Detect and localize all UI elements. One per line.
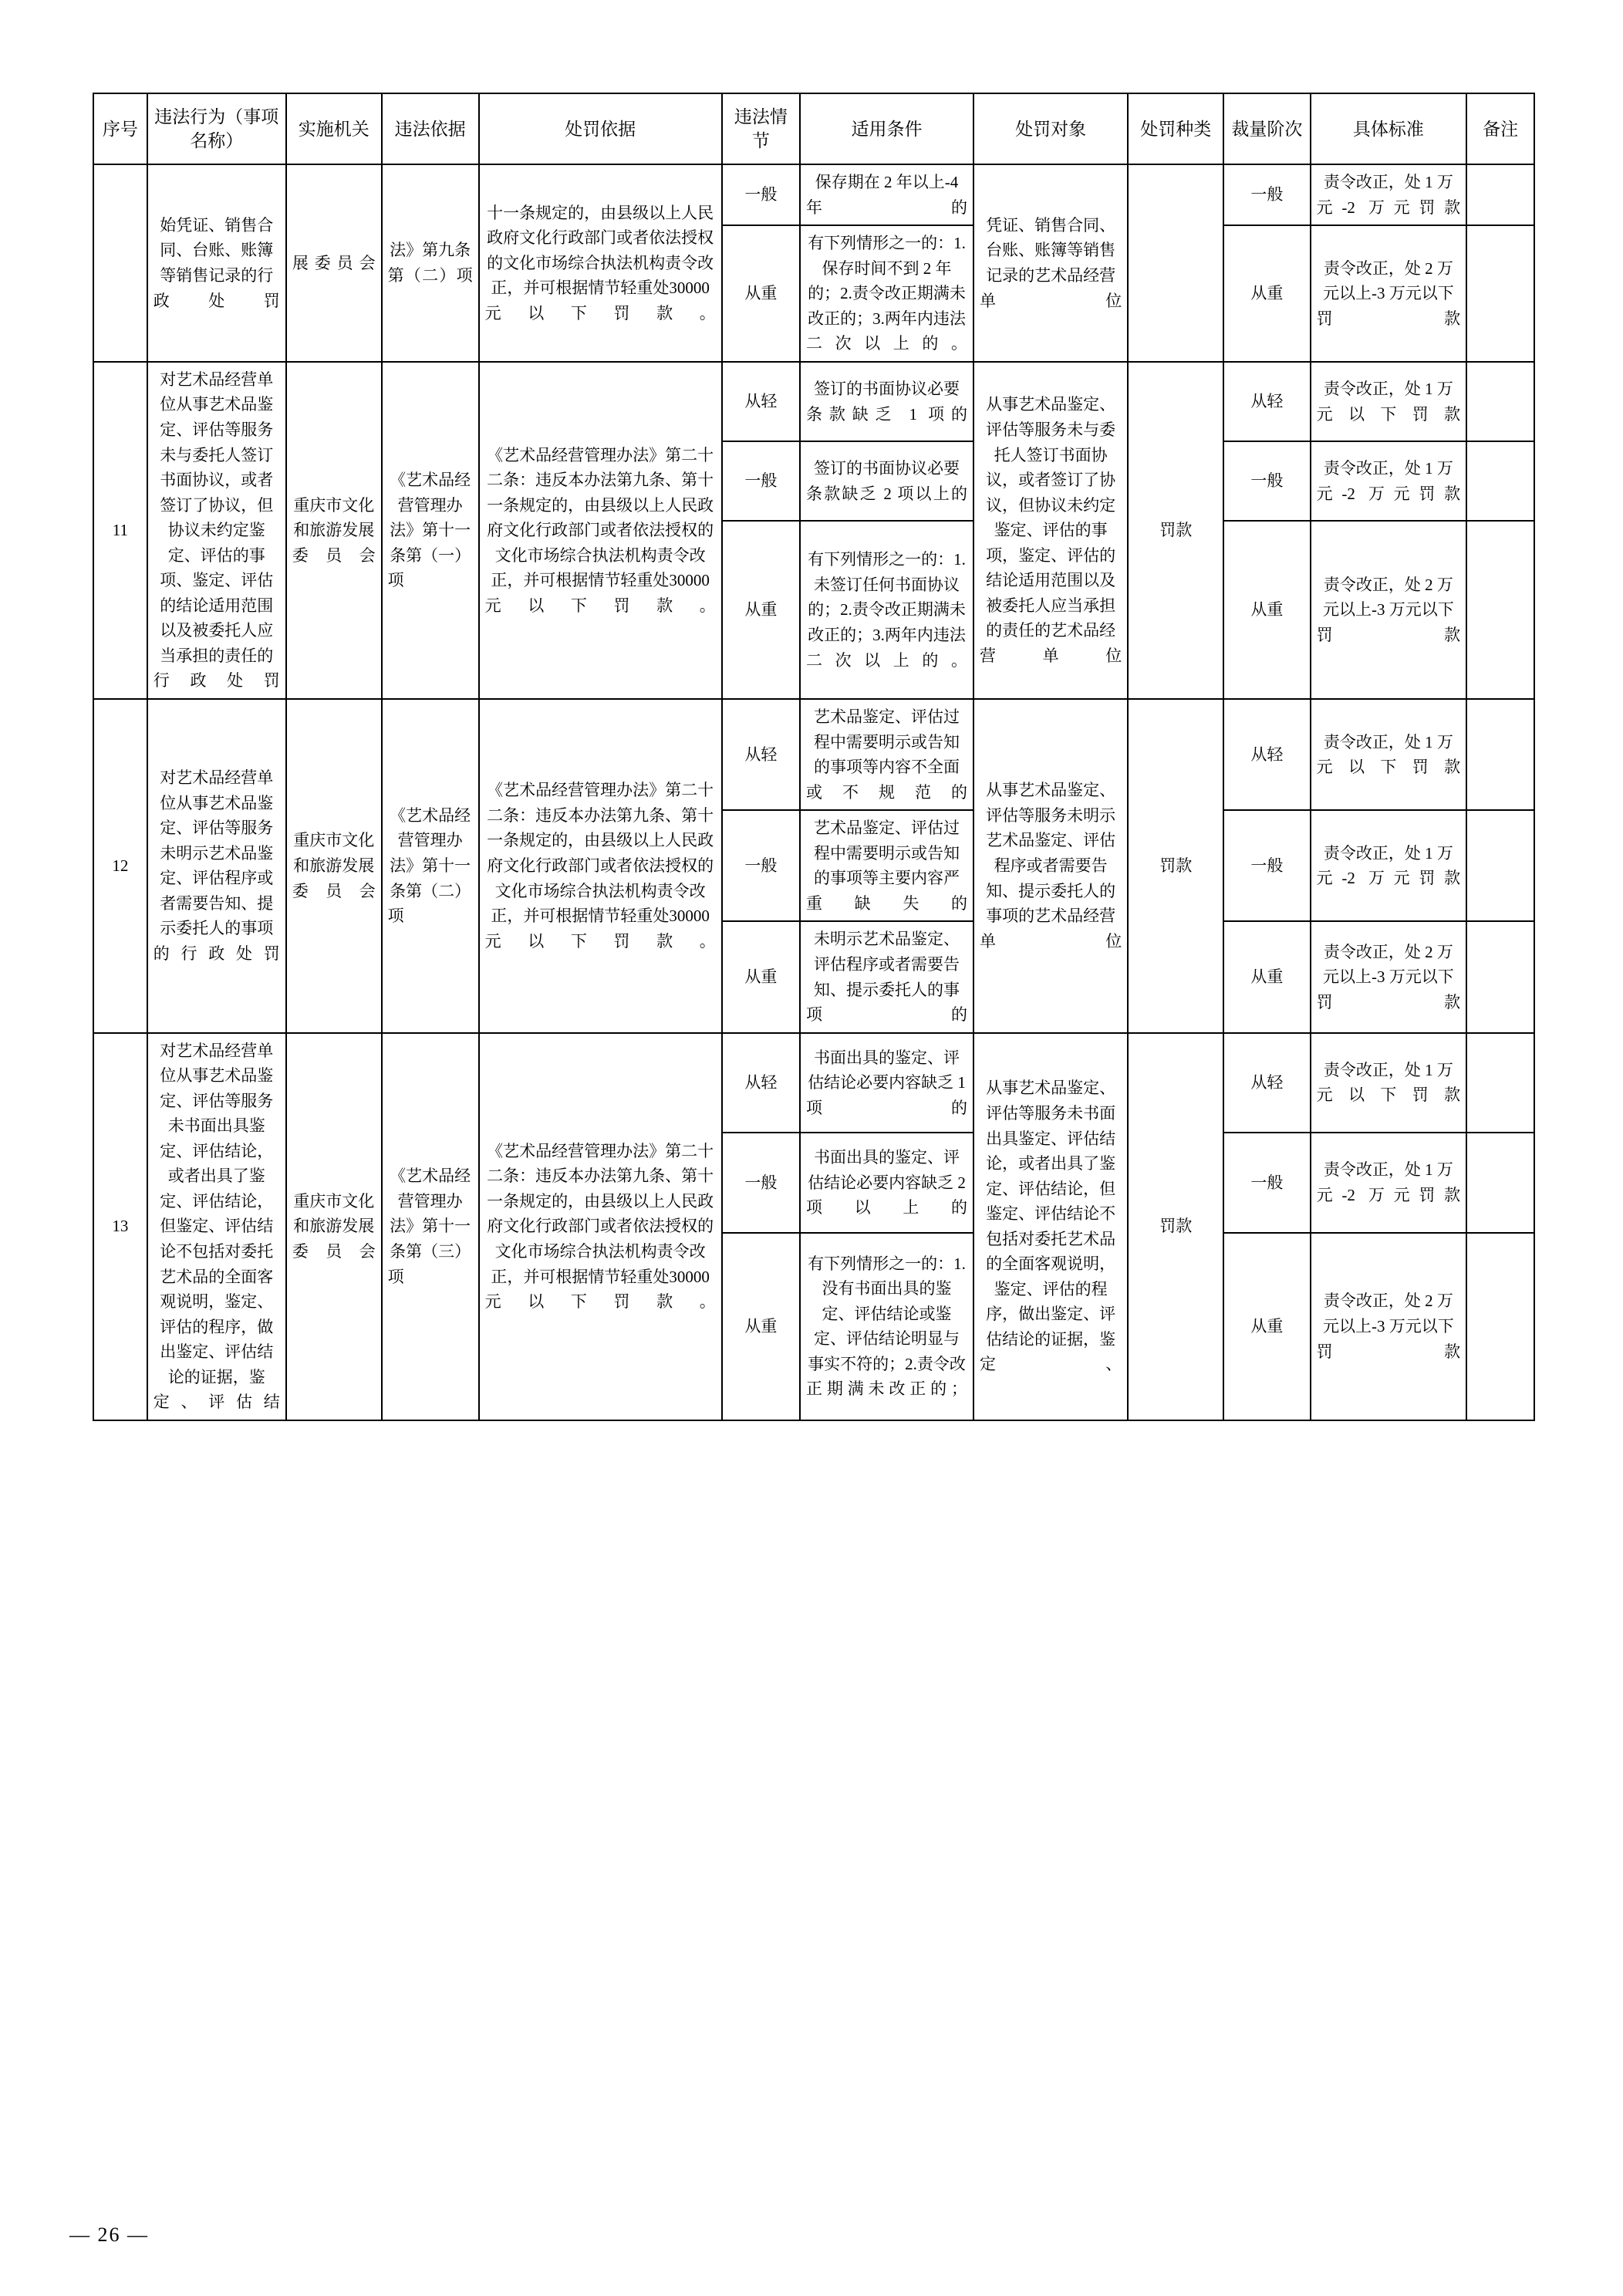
cell-seq: 11 xyxy=(93,362,147,699)
cell-level: 从重 xyxy=(722,921,800,1032)
cell-level: 从轻 xyxy=(722,362,800,441)
col-header-act: 违法行为（事项名称） xyxy=(147,93,286,164)
cell-standard: 责令改正，处 1 万元-2 万元罚款 xyxy=(1311,164,1467,225)
col-header-org: 实施机关 xyxy=(286,93,382,164)
cell-stage: 从重 xyxy=(1223,921,1311,1032)
cell-condition: 有下列情形之一的：1.保存时间不到 2 年的；2.责令改正期满未改正的；3.两年内违法二次以上的。 xyxy=(800,225,973,362)
col-header-standard: 具体标准 xyxy=(1311,93,1467,164)
cell-type: 罚款 xyxy=(1128,362,1223,699)
cell-note xyxy=(1466,164,1534,225)
table-header-row xyxy=(93,93,1534,164)
cell-type: 罚款 xyxy=(1128,1033,1223,1420)
cell-condition: 有下列情形之一的：1.没有书面出具的鉴定、评估结论或鉴定、评估结论明显与事实不符的；2.责令改正期满未改正的； xyxy=(800,1233,973,1420)
cell-standard: 责令改正，处 1 万元以下罚款 xyxy=(1311,1033,1467,1133)
cell-condition: 有下列情形之一的：1.未签订任何书面协议的；2.责令改正期满未改正的；3.两年内违法二次以上的。 xyxy=(800,521,973,699)
cell-level: 从轻 xyxy=(722,699,800,810)
cell-condition: 签订的书面协议必要条款缺乏 1 项的 xyxy=(800,362,973,441)
cell-basis: 法》第九条第（二）项 xyxy=(382,164,479,362)
col-header-target: 处罚对象 xyxy=(973,93,1128,164)
cell-stage: 从轻 xyxy=(1223,1033,1311,1133)
col-header-stage: 裁量阶次 xyxy=(1223,93,1311,164)
cell-stage: 一般 xyxy=(1223,441,1311,521)
cell-act: 对艺术品经营单位从事艺术品鉴定、评估等服务未书面出具鉴定、评估结论，或者出具了鉴定、评估结论，但鉴定、评估结论不包括对委托艺术品的全面客观说明，鉴定、评估的程序，做出鉴定、评估结论的证据，鉴定、评估结 xyxy=(147,1033,286,1420)
cell-stage: 一般 xyxy=(1223,810,1311,921)
cell-note xyxy=(1466,699,1534,810)
cell-note xyxy=(1466,441,1534,521)
table-row xyxy=(93,362,1534,441)
cell-level: 从重 xyxy=(722,225,800,362)
cell-level: 一般 xyxy=(722,441,800,521)
cell-basis: 《艺术品经营管理办法》第十一条第（三）项 xyxy=(382,1033,479,1420)
cell-note xyxy=(1466,921,1534,1032)
cell-act: 对艺术品经营单位从事艺术品鉴定、评估等服务未明示艺术品鉴定、评估程序或者需要告知、提示委托人的事项的行政处罚 xyxy=(147,699,286,1033)
cell-note xyxy=(1466,1233,1534,1420)
cell-note xyxy=(1466,1033,1534,1133)
cell-condition: 书面出具的鉴定、评估结论必要内容缺乏 1 项的 xyxy=(800,1033,973,1133)
col-header-note: 备注 xyxy=(1466,93,1534,164)
cell-standard: 责令改正，处 2 万元以上-3 万元以下罚款 xyxy=(1311,225,1467,362)
col-header-punish-basis: 处罚依据 xyxy=(479,93,722,164)
cell-target: 从事艺术品鉴定、评估等服务未明示艺术品鉴定、评估程序或者需要告知、提示委托人的事项的艺术品经营单位 xyxy=(973,699,1128,1033)
cell-condition: 未明示艺术品鉴定、评估程序或者需要告知、提示委托人的事项的 xyxy=(800,921,973,1032)
cell-note xyxy=(1466,1133,1534,1233)
cell-act: 对艺术品经营单位从事艺术品鉴定、评估等服务未与委托人签订书面协议，或者签订了协议，但协议未约定鉴定、评估的事项、鉴定、评估的结论适用范围以及被委托人应当承担的责任的行政处罚 xyxy=(147,362,286,699)
cell-act: 始凭证、销售合同、台账、账簿等销售记录的行政处罚 xyxy=(147,164,286,362)
cell-condition: 签订的书面协议必要条款缺乏 2 项以上的 xyxy=(800,441,973,521)
page-number: — 26 — xyxy=(69,2223,149,2246)
cell-org: 重庆市文化和旅游发展委员会 xyxy=(286,699,382,1033)
cell-level: 一般 xyxy=(722,164,800,225)
cell-stage: 从轻 xyxy=(1223,362,1311,441)
cell-target: 从事艺术品鉴定、评估等服务未与委托人签订书面协议，或者签订了协议，但协议未约定鉴定、评估的事项，鉴定、评估的结论适用范围以及被委托人应当承担的责任的艺术品经营单位 xyxy=(973,362,1128,699)
table-row xyxy=(93,699,1534,810)
cell-stage: 从重 xyxy=(1223,521,1311,699)
cell-seq: 13 xyxy=(93,1033,147,1420)
col-header-basis: 违法依据 xyxy=(382,93,479,164)
cell-standard: 责令改正，处 2 万元以上-3 万元以下罚款 xyxy=(1311,521,1467,699)
cell-condition: 保存期在 2 年以上-4 年的 xyxy=(800,164,973,225)
cell-punish-basis: 《艺术品经营管理办法》第二十二条：违反本办法第九条、第十一条规定的，由县级以上人民政府文化行政部门或者依法授权的文化市场综合执法机构责令改正，并可根据情节轻重处30000元以下罚款。 xyxy=(479,699,722,1033)
cell-standard: 责令改正，处 1 万元以下罚款 xyxy=(1311,362,1467,441)
cell-stage: 从轻 xyxy=(1223,699,1311,810)
cell-note xyxy=(1466,225,1534,362)
cell-basis: 《艺术品经营管理办法》第十一条第（二）项 xyxy=(382,699,479,1033)
cell-level: 一般 xyxy=(722,810,800,921)
discretion-standard-table xyxy=(93,93,1535,1421)
cell-note xyxy=(1466,810,1534,921)
cell-standard: 责令改正，处 1 万元-2 万元罚款 xyxy=(1311,441,1467,521)
cell-condition: 艺术品鉴定、评估过程中需要明示或告知的事项等主要内容严重缺失的 xyxy=(800,810,973,921)
col-header-type: 处罚种类 xyxy=(1128,93,1223,164)
table-body xyxy=(93,164,1534,1420)
cell-org: 重庆市文化和旅游发展委员会 xyxy=(286,1033,382,1420)
cell-org: 重庆市文化和旅游发展委员会 xyxy=(286,362,382,699)
cell-condition: 书面出具的鉴定、评估结论必要内容缺乏 2 项以上的 xyxy=(800,1133,973,1233)
cell-level: 一般 xyxy=(722,1133,800,1233)
cell-note xyxy=(1466,521,1534,699)
cell-target: 凭证、销售合同、台账、账簿等销售记录的艺术品经营单位 xyxy=(973,164,1128,362)
cell-stage: 从重 xyxy=(1223,225,1311,362)
cell-standard: 责令改正，处 1 万元-2 万元罚款 xyxy=(1311,810,1467,921)
cell-level: 从重 xyxy=(722,521,800,699)
cell-standard: 责令改正，处 1 万元-2 万元罚款 xyxy=(1311,1133,1467,1233)
cell-basis: 《艺术品经营管理办法》第十一条第（一）项 xyxy=(382,362,479,699)
cell-seq: 12 xyxy=(93,699,147,1033)
cell-target: 从事艺术品鉴定、评估等服务未书面出具鉴定、评估结论，或者出具了鉴定、评估结论，但鉴定、评估结论不包括对委托艺术品的全面客观说明，鉴定、评估的程序，做出鉴定、评估结论的证据，鉴定、 xyxy=(973,1033,1128,1420)
cell-standard: 责令改正，处 1 万元以下罚款 xyxy=(1311,699,1467,810)
col-header-condition: 适用条件 xyxy=(800,93,973,164)
col-header-seq: 序号 xyxy=(93,93,147,164)
cell-stage: 从重 xyxy=(1223,1233,1311,1420)
cell-level: 从轻 xyxy=(722,1033,800,1133)
table-row xyxy=(93,164,1534,225)
cell-type: 罚款 xyxy=(1128,699,1223,1033)
cell-punish-basis: 十一条规定的，由县级以上人民政府文化行政部门或者依法授权的文化市场综合执法机构责令改正，并可根据情节轻重处30000元以下罚款。 xyxy=(479,164,722,362)
cell-stage: 一般 xyxy=(1223,164,1311,225)
cell-punish-basis: 《艺术品经营管理办法》第二十二条：违反本办法第九条、第十一条规定的，由县级以上人民政府文化行政部门或者依法授权的文化市场综合执法机构责令改正，并可根据情节轻重处30000元以下罚款。 xyxy=(479,362,722,699)
cell-punish-basis: 《艺术品经营管理办法》第二十二条：违反本办法第九条、第十一条规定的，由县级以上人民政府文化行政部门或者依法授权的文化市场综合执法机构责令改正，并可根据情节轻重处30000元以下罚款。 xyxy=(479,1033,722,1420)
table-row xyxy=(93,1033,1534,1133)
page-footer xyxy=(0,2223,1623,2247)
cell-standard: 责令改正，处 2 万元以上-3 万元以下罚款 xyxy=(1311,1233,1467,1420)
cell-note xyxy=(1466,362,1534,441)
cell-stage: 一般 xyxy=(1223,1133,1311,1233)
cell-standard: 责令改正，处 2 万元以上-3 万元以下罚款 xyxy=(1311,921,1467,1032)
cell-level: 从重 xyxy=(722,1233,800,1420)
col-header-level: 违法情节 xyxy=(722,93,800,164)
cell-seq xyxy=(93,164,147,362)
cell-condition: 艺术品鉴定、评估过程中需要明示或告知的事项等内容不全面或不规范的 xyxy=(800,699,973,810)
cell-org: 展委员会 xyxy=(286,164,382,362)
cell-type xyxy=(1128,164,1223,362)
